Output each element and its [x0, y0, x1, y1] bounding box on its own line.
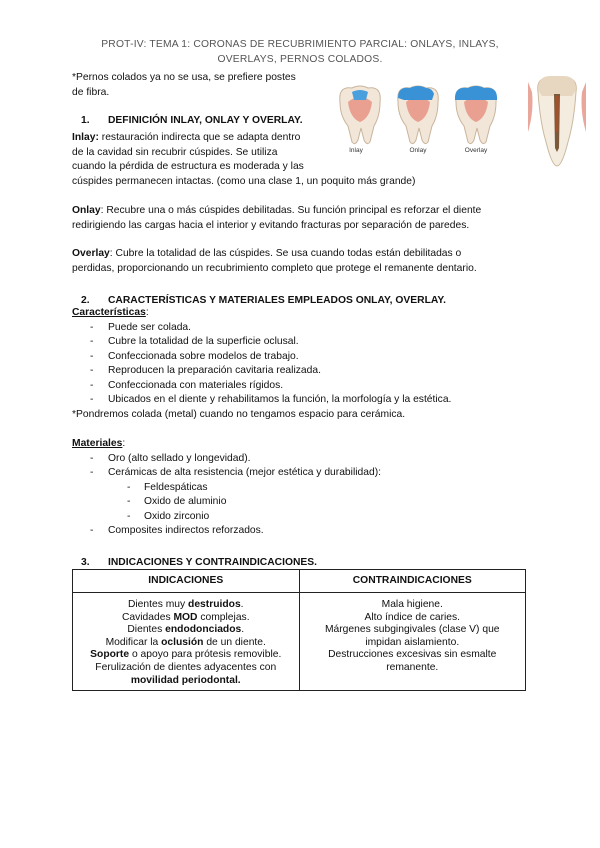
inlay-text-2: de la cavidad sin recubrir cúspides. Se utiliza — [72, 146, 278, 158]
table-header-row — [73, 570, 526, 593]
caption-inlay: Inlay — [349, 147, 363, 154]
materiales-list — [72, 452, 532, 481]
onlay-text-2: redirigiendo las cargas hacia el interior y evitando fracturas por separación de paredes. — [72, 219, 470, 231]
overlay-definition — [72, 247, 532, 276]
caracteristicas-block: Características: - Puede ser colada. - Cubre la totalidad de la superficie oclusal. - Confeccionada sobre modelos de trabajo. - Reproducen la preparación cavitaria realizada. - Confeccionada con materiales rígidos. - Ubicados en el diente y rehabilitamos la función, la morfología y la estética. *Pondremos colada (metal) cuando no tengamos espacio para cerámica. — [72, 306, 532, 422]
list-item: - Cubre la totalidad de la superficie oclusal. — [72, 335, 532, 350]
list-item: - Oxido zirconio — [72, 510, 532, 525]
page-header — [80, 37, 520, 67]
indicaciones-cell: Dientes muy destruidos. Cavidades MOD complejas. Dientes endodonciados. Modificar la oclusión de un diente. Soporte o apoyo para prótesis removible. Ferulización de dientes adyacentes con movilidad periodontal. — [73, 593, 300, 691]
inlay-text-1: restauración indirecta que se adapta dentro — [98, 132, 301, 143]
section-1-title: DEFINICIÓN INLAY, ONLAY Y OVERLAY. — [108, 115, 303, 126]
section-2-number: 2. — [81, 295, 90, 306]
onlay-term: Onlay — [72, 205, 101, 216]
caption-overlay: Overlay — [464, 147, 488, 154]
materiales-list-end — [72, 524, 532, 539]
inlay-definition — [72, 131, 322, 175]
overlay-term: Overlay — [72, 248, 110, 259]
onlay-definition — [72, 204, 532, 233]
list-item: - Reproducen la preparación cavitaria realizada. — [72, 364, 532, 379]
caracteristicas-heading: Características — [72, 307, 146, 318]
list-item: - Ubicados en el diente y rehabilitamos la función, la morfología y la estética. — [72, 393, 532, 408]
materiales-heading: Materiales — [72, 438, 123, 449]
column-header-contraindicaciones: CONTRAINDICACIONES — [299, 570, 526, 593]
teeth-illustration — [330, 80, 510, 162]
section-2-title: CARACTERÍSTICAS Y MATERIALES EMPLEADOS ONLAY, OVERLAY. — [108, 295, 446, 306]
inlay-text-3: cuando la pérdida de estructura es moderada y las — [72, 161, 304, 172]
post-crown-illustration — [528, 72, 586, 168]
table-row — [73, 593, 526, 691]
note-line-1: *Pernos colados ya no se usa, se prefiere postes — [72, 72, 296, 83]
list-item: - Puede ser colada. — [72, 321, 532, 336]
list-item: - Feldespáticas — [72, 481, 532, 496]
list-item: - Oro (alto sellado y longevidad). — [72, 452, 532, 467]
contraindicaciones-cell: Mala higiene. Alto índice de caries. Márgenes subgingivales (clase V) que impidan aislamiento. Destrucciones excesivas sin esmalte remanente. — [299, 593, 526, 691]
caracteristicas-list — [72, 321, 532, 408]
section-3-title: INDICACIONES Y CONTRAINDICACIONES. — [108, 557, 318, 568]
list-item: - Confeccionada con materiales rígidos. — [72, 379, 532, 394]
header-line-1: PROT-IV: TEMA 1: CORONAS DE RECUBRIMIENTO PARCIAL: ONLAYS, INLAYS, — [101, 39, 499, 50]
ceramicas-sublist — [72, 481, 532, 525]
list-item: - Composites indirectos reforzados. — [72, 524, 532, 539]
header-line-2: OVERLAYS, PERNOS COLADOS. — [217, 54, 383, 65]
note-line-2: de fibra. — [72, 86, 110, 98]
inlay-text-4: cúspides permanecen intactas. (como una clase 1, un poquito más grande) — [72, 176, 416, 187]
materiales-block: Materiales: - Oro (alto sellado y longevidad). - Cerámicas de alta resistencia (mejor estética y durabilidad): - Feldespáticas - Oxido de aluminio - Oxido zirconio - Composites indirectos reforzados. — [72, 437, 532, 539]
list-item: - Oxido de aluminio — [72, 495, 532, 510]
pernos-note — [72, 71, 322, 100]
column-header-indicaciones: INDICACIONES — [73, 570, 300, 593]
overlay-text-1: : Cubre la totalidad de las cúspides. Se usa cuando todas están debilitadas o — [109, 248, 462, 259]
section-1-heading — [72, 114, 322, 129]
caption-onlay: Onlay — [409, 147, 427, 154]
inlay-term: Inlay: — [72, 132, 99, 143]
list-item: - Cerámicas de alta resistencia (mejor estética y durabilidad): — [72, 466, 532, 481]
indications-table — [72, 569, 526, 691]
overlay-text-2: perdidas, proporcionando un recubrimiento completo que protege el remanente dentario. — [72, 262, 477, 274]
list-item: - Confeccionada sobre modelos de trabajo. — [72, 350, 532, 365]
section-3-number: 3. — [81, 557, 90, 568]
section-1-number: 1. — [81, 115, 90, 126]
colada-note: *Pondremos colada (metal) cuando no tengamos espacio para cerámica. — [72, 408, 406, 420]
onlay-text-1: : Recubre una o más cúspides debilitadas. Su función principal es reforzar el diente — [100, 205, 482, 216]
